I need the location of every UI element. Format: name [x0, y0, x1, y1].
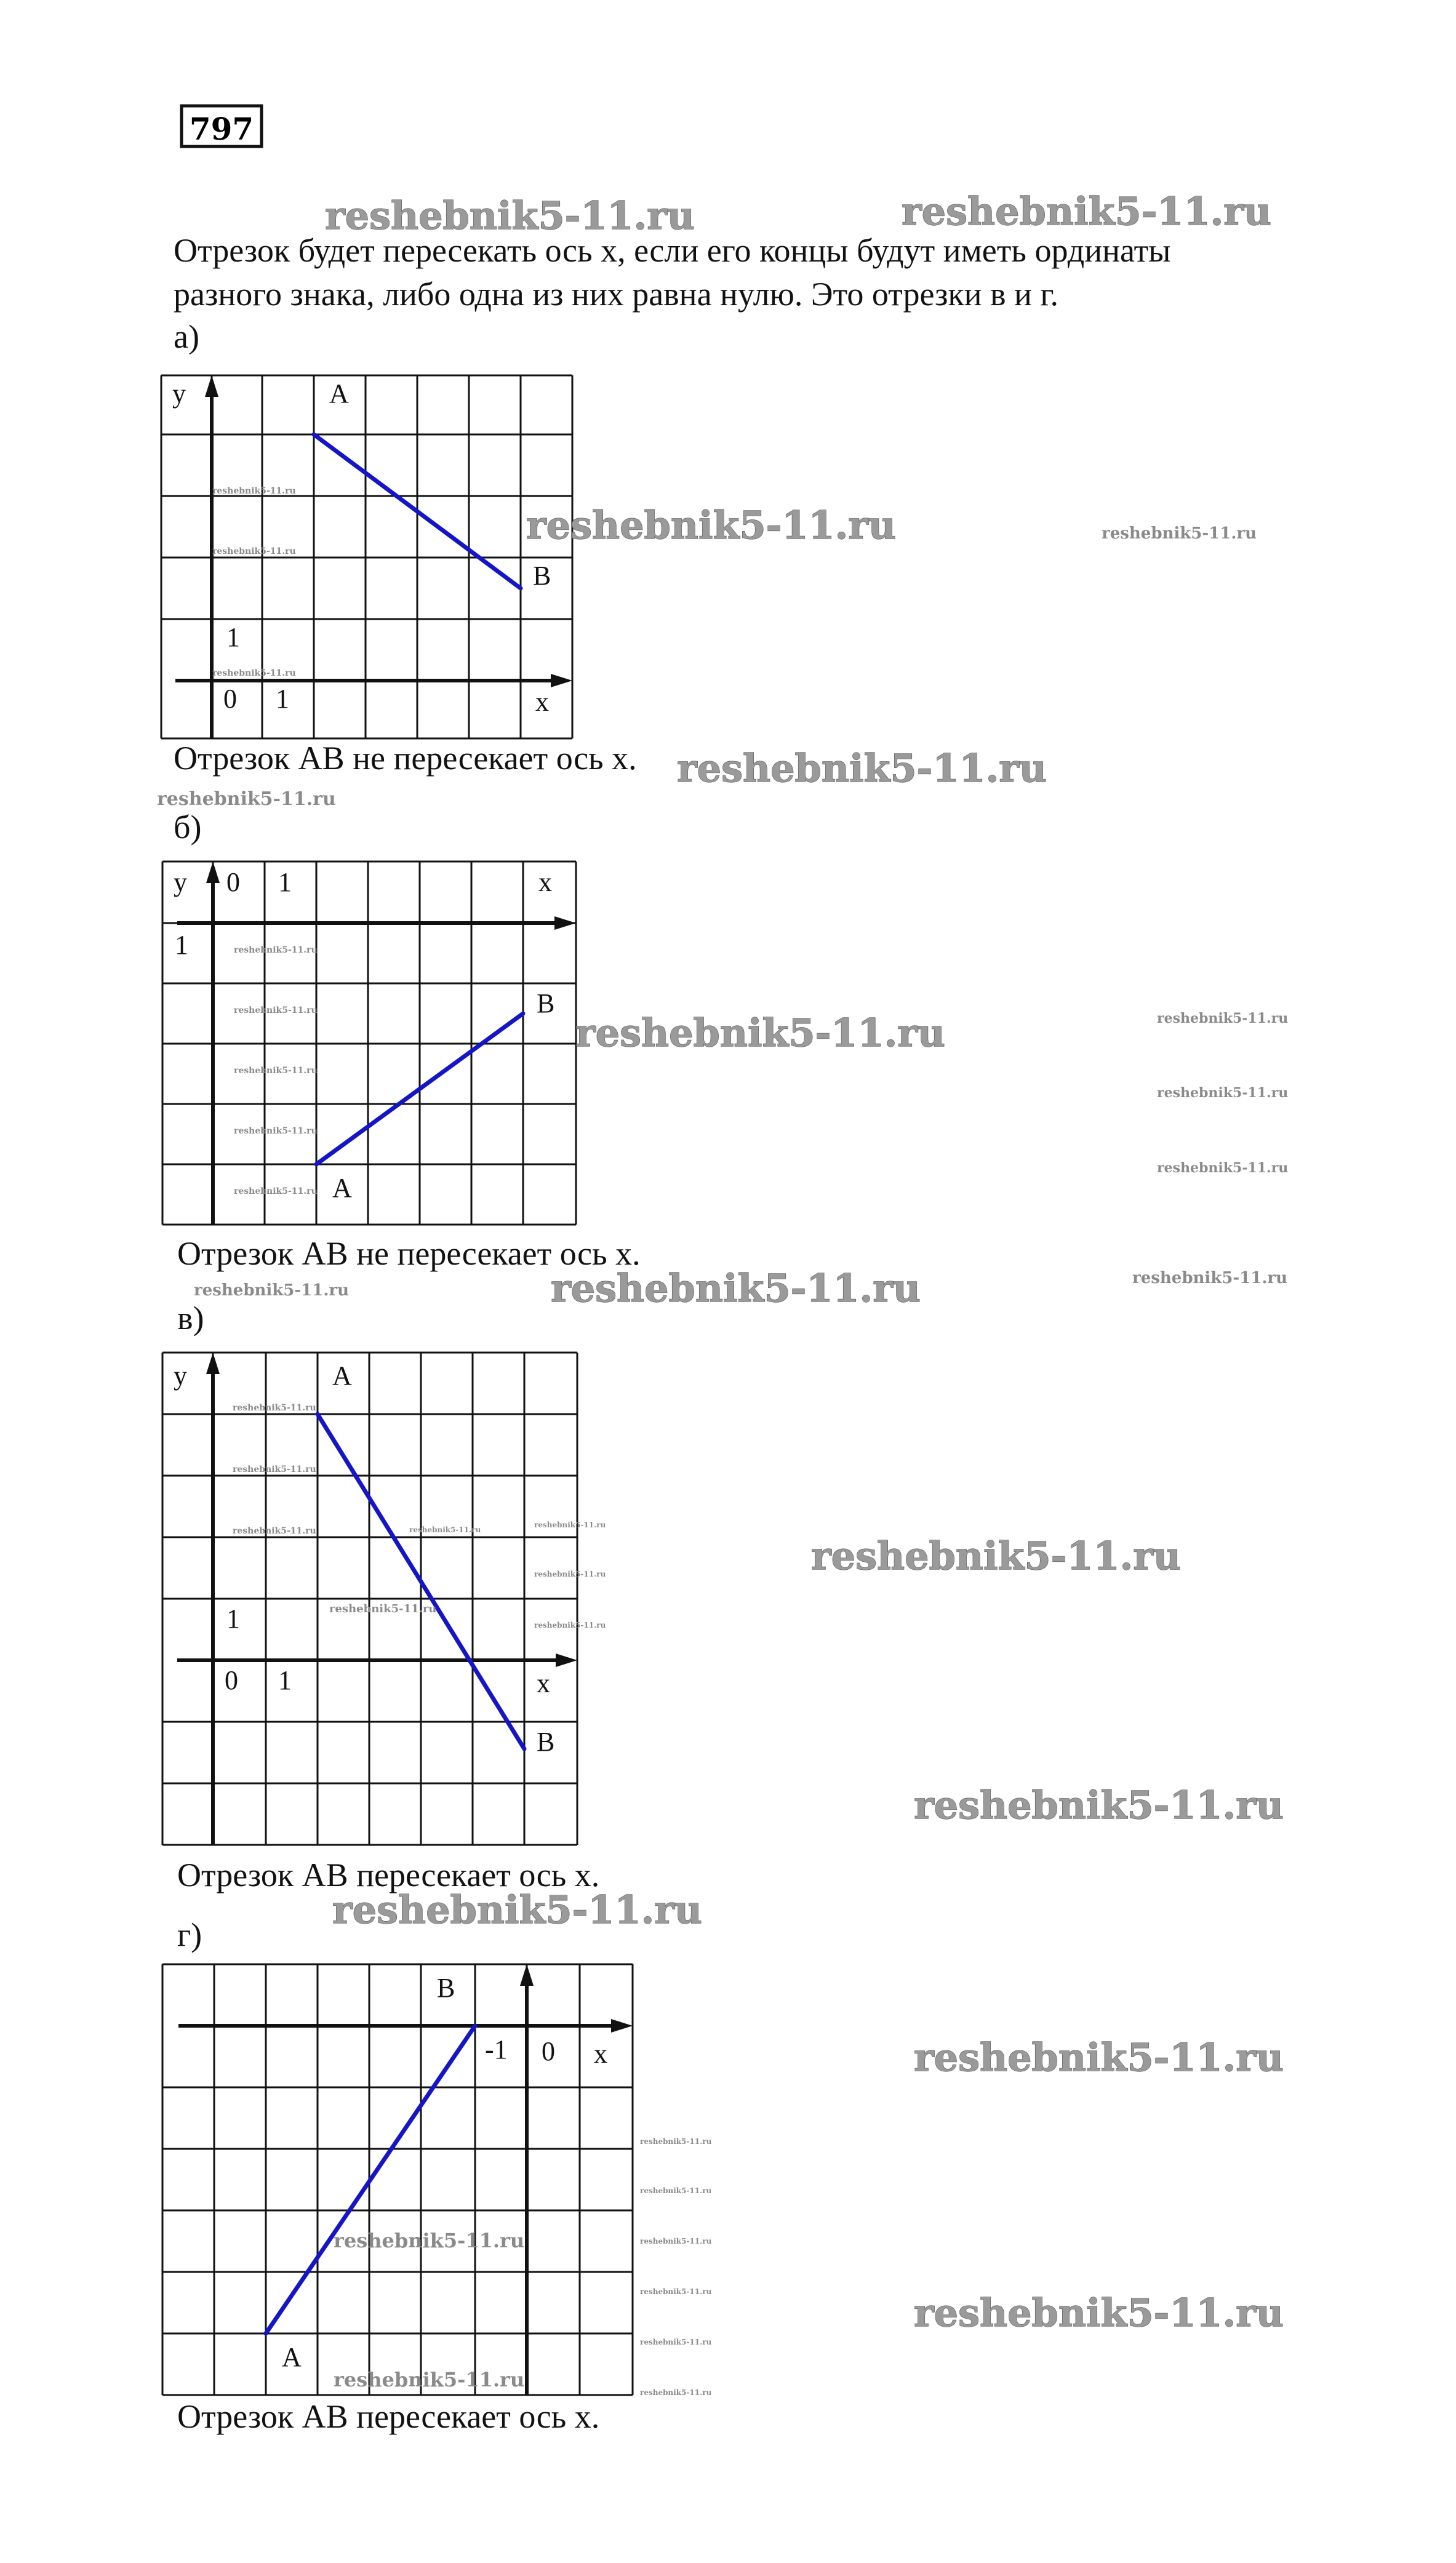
intro-line-1: Отрезок будет пересекать ось х, если его концы будут иметь ординаты [174, 232, 1171, 269]
part-v-letter: в) [177, 1300, 204, 1337]
part-b-y-label: y [174, 867, 187, 897]
watermark: reshebnik5-11.ru [551, 1266, 921, 1311]
small-watermark: reshebnik5-11.ru [233, 1465, 316, 1474]
part-v-one-x-label: 1 [278, 1665, 292, 1695]
small-watermark: reshebnik5-11.ru [534, 1521, 606, 1529]
small-watermark: reshebnik5-11.ru [212, 486, 296, 496]
small-watermark: reshebnik5-11.ru [233, 1403, 316, 1413]
small-watermark: reshebnik5-11.ru [534, 1621, 606, 1629]
small-watermark: reshebnik5-11.ru [233, 1526, 316, 1536]
small-watermark: reshebnik5-11.ru [212, 668, 296, 678]
part-b-grid [162, 862, 576, 1225]
part-a-x-label: x [535, 687, 549, 717]
part-b-point-a-label: A [332, 1173, 352, 1203]
small-watermark: reshebnik5-11.ru [640, 2338, 712, 2346]
part-v-conclusion: Отрезок АВ пересекает ось х. [177, 1857, 600, 1893]
watermark: reshebnik5-11.ru [677, 746, 1047, 791]
small-watermark: reshebnik5-11.ru [409, 1525, 481, 1534]
small-watermark: reshebnik5-11.ru [534, 1570, 606, 1578]
part-a-y-label: y [172, 378, 186, 409]
small-watermark: reshebnik5-11.ru [1157, 1010, 1289, 1026]
part-g-letter: г) [177, 1916, 202, 1953]
part-a-x-arrow [551, 674, 572, 687]
problem-number: 797 [189, 111, 254, 147]
part-v-grid [162, 1353, 577, 1845]
part-b-zero-label: 0 [226, 867, 240, 897]
watermark: reshebnik5-11.ru [325, 193, 695, 238]
part-b-one-y-label: 1 [175, 930, 188, 960]
part-v-point-a-label: A [332, 1361, 352, 1391]
watermark: reshebnik5-11.ru [526, 503, 896, 548]
part-g-conclusion: Отрезок АВ пересекает ось х. [177, 2398, 600, 2435]
part-g-y-arrow [520, 1964, 534, 1986]
part-a-conclusion: Отрезок АВ не пересекает ось х. [174, 740, 637, 777]
part-g-segment-ab [266, 2026, 475, 2333]
part-g-graph [162, 1964, 712, 2397]
small-watermark: reshebnik5-11.ru [234, 1126, 318, 1136]
part-g-point-b-label: B [437, 1973, 455, 2003]
part-a-y-arrow [205, 375, 218, 397]
small-watermark: reshebnik5-11.ru [234, 1186, 318, 1196]
small-watermark: reshebnik5-11.ru [640, 2237, 712, 2245]
small-watermark: reshebnik5-11.ru [640, 2137, 712, 2146]
part-b-y-arrow [206, 862, 220, 883]
part-b-conclusion: Отрезок АВ не пересекает ось х. [177, 1235, 641, 1272]
part-g-point-a-label: A [282, 2342, 302, 2372]
small-watermark: reshebnik5-11.ru [329, 1602, 437, 1615]
part-a-zero-label: 0 [223, 684, 237, 714]
watermark: reshebnik5-11.ru [914, 2035, 1284, 2080]
part-a-graph [161, 375, 572, 738]
watermark: reshebnik5-11.ru [332, 1887, 702, 1932]
watermark: reshebnik5-11.ru [914, 1783, 1284, 1828]
watermark: reshebnik5-11.ru [914, 2290, 1284, 2335]
part-b-letter: б) [174, 809, 202, 846]
part-a-point-b-label: B [533, 561, 551, 591]
part-b-point-b-label: B [537, 988, 555, 1018]
small-watermark: reshebnik5-11.ru [234, 1006, 318, 1015]
watermark: reshebnik5-11.ru [902, 189, 1271, 234]
small-watermark: reshebnik5-11.ru [1157, 1085, 1289, 1101]
part-v-zero-label: 0 [225, 1665, 238, 1695]
part-g-zero-label: 0 [542, 2036, 555, 2066]
small-watermark: reshebnik5-11.ru [1132, 1269, 1288, 1287]
small-watermark: reshebnik5-11.ru [234, 1066, 318, 1076]
small-watermark: reshebnik5-11.ru [1102, 524, 1257, 543]
small-watermark: reshebnik5-11.ru [157, 788, 336, 810]
small-watermark: reshebnik5-11.ru [234, 945, 318, 955]
small-watermark: reshebnik5-11.ru [1157, 1160, 1289, 1176]
small-watermark: reshebnik5-11.ru [640, 2287, 712, 2296]
intro-line-2: разного знака, либо одна из них равна нулю. Это отрезки в и г. [174, 276, 1058, 313]
small-watermark: reshebnik5-11.ru [194, 1281, 350, 1300]
small-watermark: reshebnik5-11.ru [212, 546, 296, 556]
part-g-grid [162, 1964, 633, 2395]
part-v-y-label: y [174, 1361, 187, 1391]
part-v-y-arrow [206, 1353, 220, 1374]
part-a-point-a-label: A [329, 378, 349, 409]
part-v-x-label: x [537, 1668, 550, 1698]
part-v-one-y-label: 1 [226, 1604, 240, 1634]
part-b-x-arrow [554, 916, 576, 930]
watermark: reshebnik5-11.ru [811, 1533, 1181, 1578]
small-watermark: reshebnik5-11.ru [334, 2368, 525, 2391]
part-g-x-arrow [611, 2019, 633, 2033]
part-a-one-x-label: 1 [276, 684, 289, 714]
small-watermark: reshebnik5-11.ru [640, 2186, 712, 2195]
part-g-x-label: x [594, 2039, 607, 2069]
part-a-letter: а) [174, 318, 199, 355]
part-b-one-x-label: 1 [278, 867, 292, 897]
part-v-x-arrow [556, 1653, 577, 1667]
part-b-graph [162, 862, 576, 1225]
watermark: reshebnik5-11.ru [575, 1010, 945, 1055]
part-g-minus-one-label: -1 [485, 2034, 508, 2065]
part-v-graph [162, 1353, 606, 1845]
small-watermark: reshebnik5-11.ru [640, 2388, 712, 2397]
part-a-one-y-label: 1 [226, 622, 240, 652]
small-watermark: reshebnik5-11.ru [334, 2229, 525, 2252]
part-v-point-b-label: B [537, 1727, 555, 1757]
part-b-x-label: x [538, 867, 552, 897]
